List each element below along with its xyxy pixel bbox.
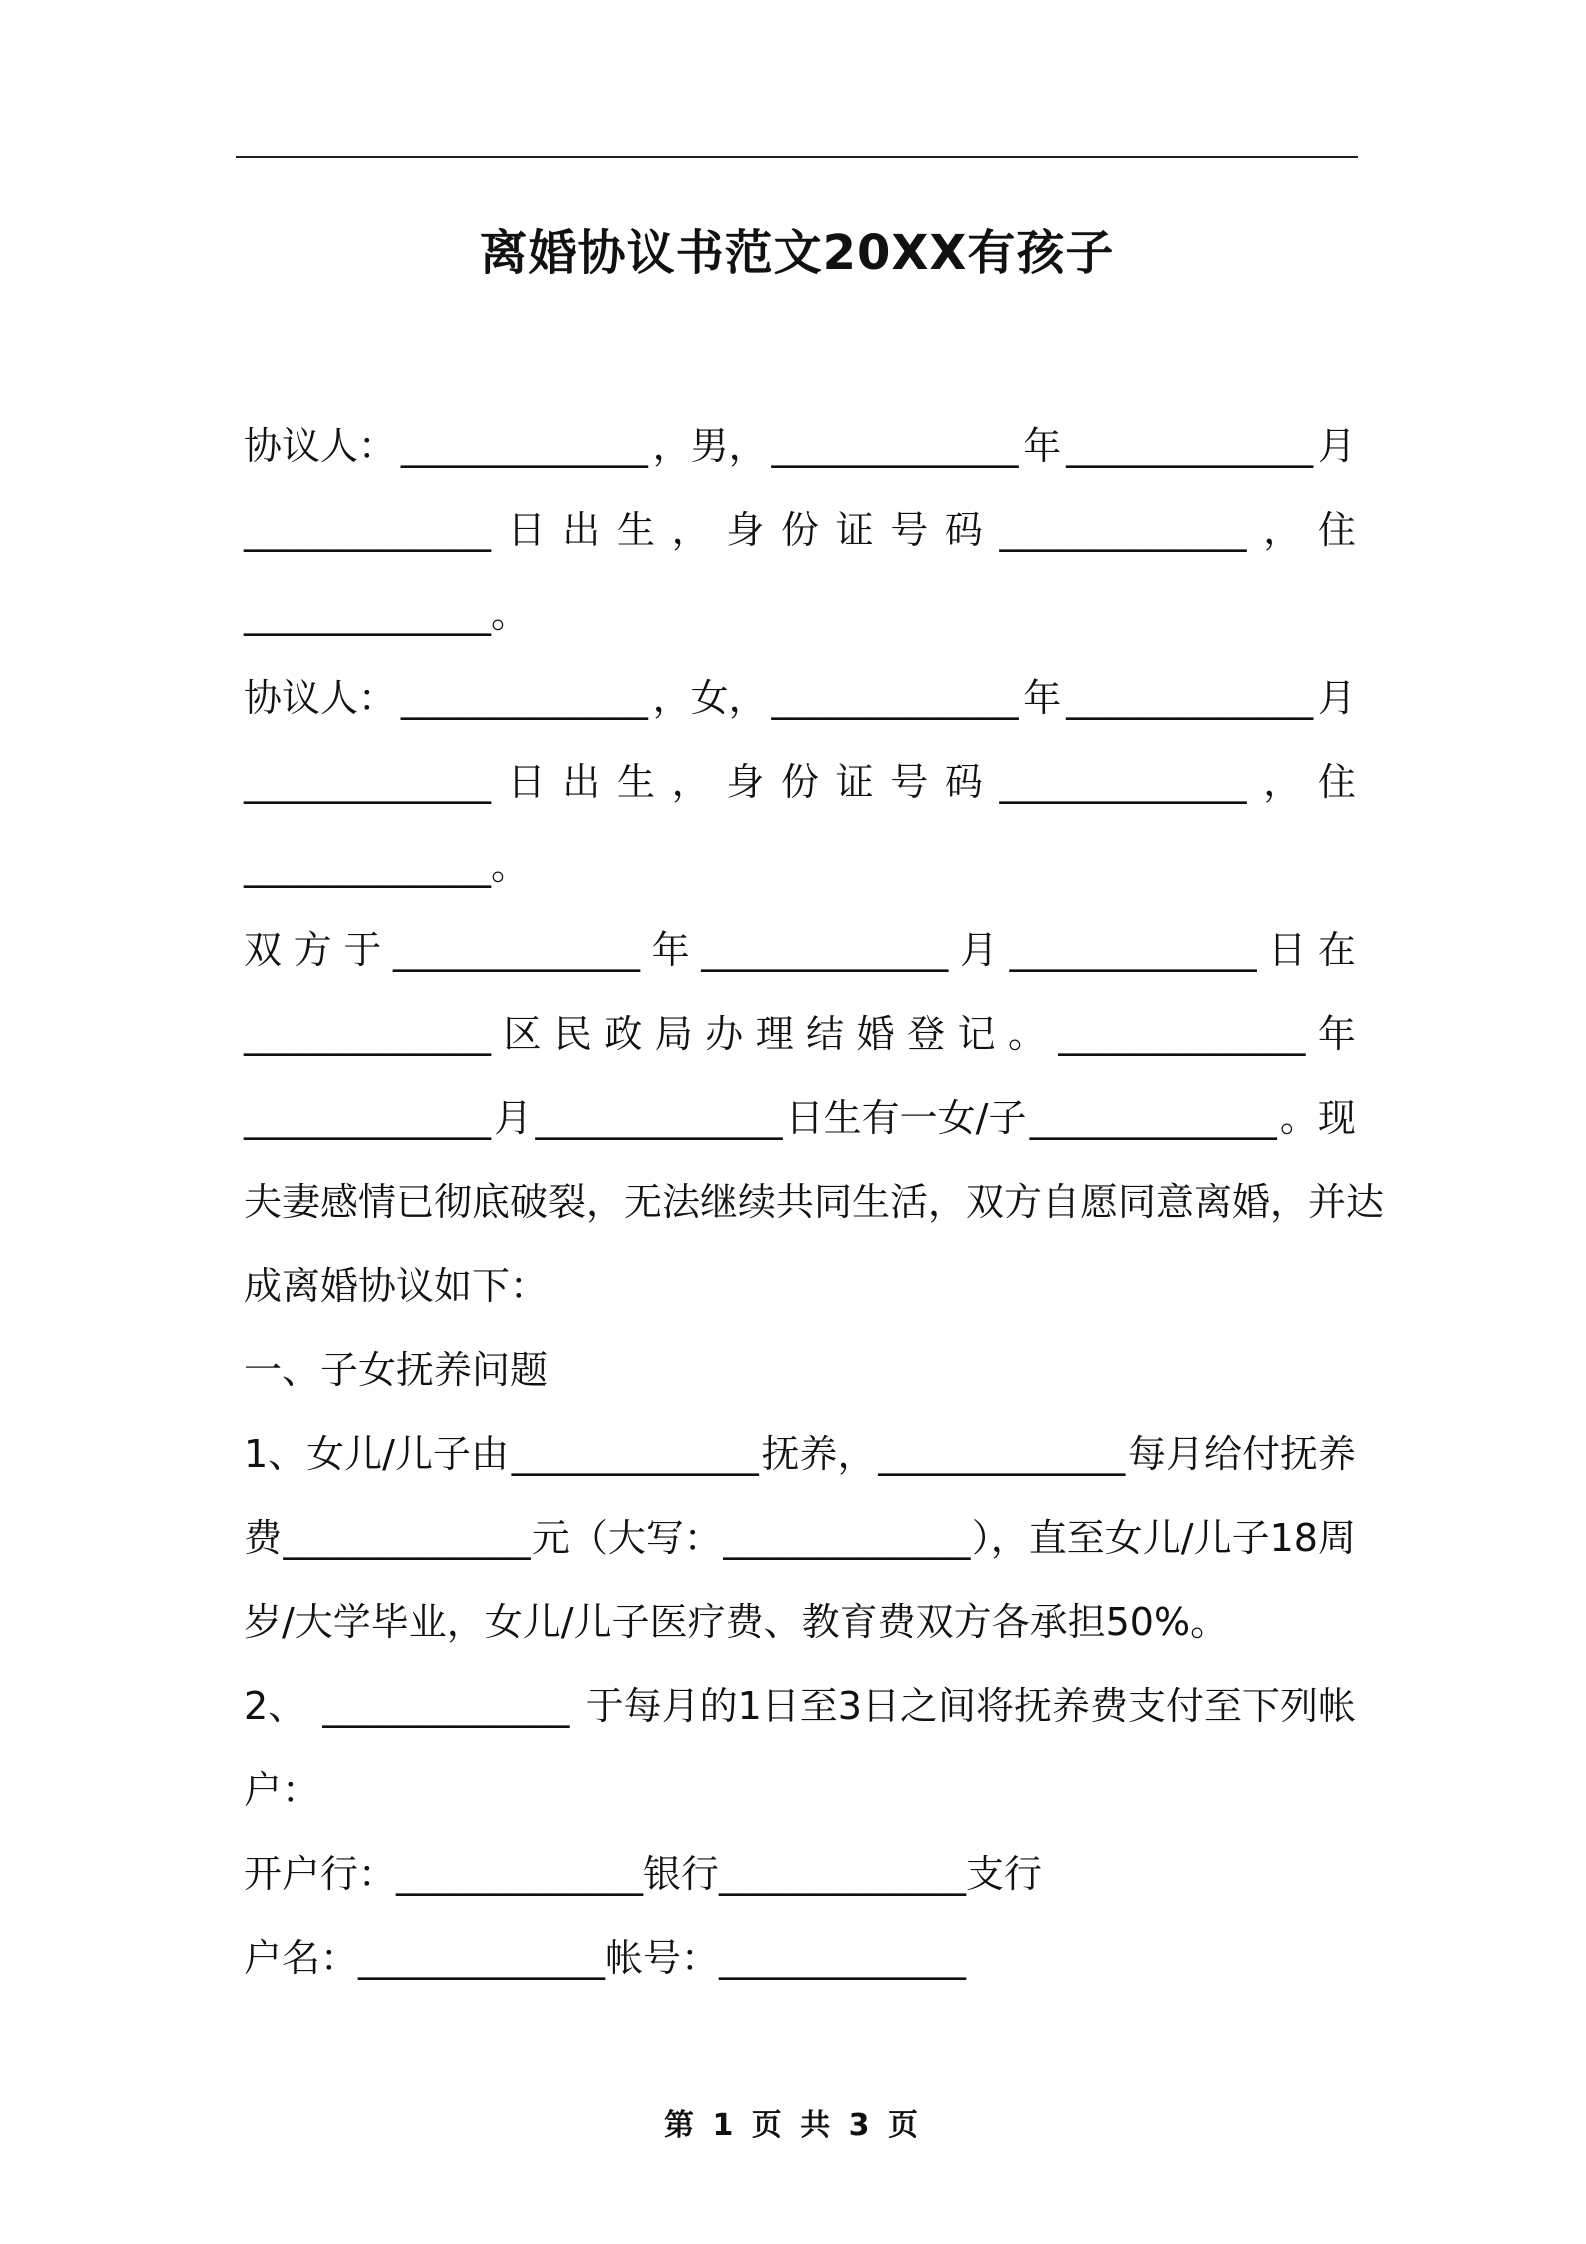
text-segment: 份: [780, 508, 819, 552]
text-segment: 日: [507, 508, 546, 552]
paragraph-line: [244, 488, 1356, 572]
blank-field: _____________: [999, 508, 1247, 552]
text-segment: 。: [491, 844, 530, 888]
text-segment: 月: [1317, 676, 1356, 720]
text-segment: 结: [806, 1012, 845, 1056]
blank-field: _____________: [244, 844, 491, 888]
text-segment: 身: [726, 508, 765, 552]
text-segment: 岁/大学毕业，女儿/儿子医疗费、教育费双方各承担50%。: [244, 1600, 1229, 1644]
text-segment: 住: [1317, 508, 1356, 552]
text-segment: 在: [1317, 928, 1356, 972]
text-segment: 方: [293, 928, 332, 972]
blank-field: _____________: [358, 1936, 606, 1980]
blank-field: _____________: [400, 676, 648, 720]
text-segment: 码: [944, 508, 983, 552]
paragraph-line: [244, 1328, 1356, 1412]
text-segment: 码: [944, 760, 983, 804]
text-segment: 证: [835, 508, 874, 552]
text-segment: 年: [1023, 676, 1062, 720]
blank-field: _____________: [244, 1096, 491, 1140]
blank-field: _____________: [1066, 676, 1314, 720]
text-segment: 户：: [244, 1768, 321, 1812]
text-segment: 年: [1023, 424, 1062, 468]
text-segment: 开户行：: [244, 1852, 397, 1896]
paragraph-line: [244, 1076, 1356, 1160]
paragraph-line: [244, 824, 1356, 908]
blank-field: _____________: [400, 424, 648, 468]
text-segment: 2、: [244, 1684, 307, 1728]
blank-field: _____________: [1029, 1096, 1277, 1140]
blank-field: _____________: [396, 1852, 644, 1896]
blank-field: _____________: [535, 1096, 783, 1140]
text-segment: 局: [654, 1012, 693, 1056]
blank-field: _____________: [244, 508, 491, 552]
blank-field: _____________: [244, 760, 491, 804]
blank-field: _____________: [878, 1432, 1126, 1476]
paragraph-line: [244, 572, 1356, 656]
text-segment: 日生有一女/子: [785, 1096, 1027, 1140]
blank-field: _____________: [322, 1684, 570, 1728]
blank-field: _____________: [1009, 928, 1257, 972]
text-segment: 区: [503, 1012, 542, 1056]
text-segment: 证: [835, 760, 874, 804]
blank-field: _____________: [771, 676, 1019, 720]
paragraph-line: [244, 992, 1356, 1076]
text-segment: 生: [616, 760, 655, 804]
header-rule: [236, 156, 1358, 158]
text-segment: 协议人：: [244, 676, 397, 720]
text-segment: 双: [244, 928, 283, 972]
blank-field: _____________: [719, 1936, 967, 1980]
text-segment: 。: [491, 592, 530, 636]
text-segment: 日: [1268, 928, 1307, 972]
text-segment: 月: [959, 928, 998, 972]
text-segment: 每月给付抚养: [1127, 1432, 1356, 1476]
text-segment: 帐号：: [605, 1936, 720, 1980]
text-segment: 出: [562, 508, 601, 552]
text-segment: 出: [562, 760, 601, 804]
paragraph-line: [244, 740, 1356, 824]
text-segment: 月: [494, 1096, 533, 1140]
page-footer: 第 1 页 共 3 页: [664, 2108, 922, 2143]
text-segment: 号: [890, 508, 929, 552]
blank-field: _____________: [283, 1516, 531, 1560]
text-segment: 日: [507, 760, 546, 804]
text-segment: 婚: [856, 1012, 895, 1056]
text-segment: 于每月的1日至3日之间将抚养费支付至下列帐: [585, 1684, 1356, 1728]
text-segment: 份: [780, 760, 819, 804]
blank-field: _____________: [392, 928, 640, 972]
paragraph-line: [244, 1580, 1356, 1664]
paragraph-line: [244, 1160, 1385, 1244]
text-segment: 年: [651, 928, 690, 972]
text-segment: ，: [671, 760, 710, 804]
text-segment: 支行: [966, 1852, 1043, 1896]
text-segment: 民: [553, 1012, 592, 1056]
text-segment: ），直至女儿/儿子18周: [971, 1516, 1356, 1560]
text-segment: 一、子女抚养问题: [244, 1348, 549, 1392]
text-segment: ，: [1263, 760, 1302, 804]
text-segment: 记: [957, 1012, 996, 1056]
text-segment: 生: [616, 508, 655, 552]
text-segment: ，女，: [652, 676, 767, 720]
text-segment: 协议人：: [244, 424, 397, 468]
text-segment: 月: [1317, 424, 1356, 468]
blank-field: _____________: [723, 1516, 971, 1560]
text-segment: 银行: [643, 1852, 720, 1896]
text-segment: 户名：: [244, 1936, 359, 1980]
document-title: 离婚协议书范文20XX有孩子: [479, 225, 1115, 281]
paragraph-line: [244, 1244, 1356, 1328]
text-segment: 理: [755, 1012, 794, 1056]
blank-field: _____________: [771, 424, 1019, 468]
text-segment: 。: [1007, 1012, 1046, 1056]
blank-field: _____________: [999, 760, 1247, 804]
blank-field: _____________: [244, 1012, 491, 1056]
blank-field: _____________: [1058, 1012, 1306, 1056]
text-segment: 元（大写：: [531, 1516, 722, 1560]
paragraph-line: [244, 1748, 1356, 1832]
text-segment: 1、女儿/儿子由: [244, 1432, 509, 1476]
text-segment: 登: [907, 1012, 946, 1056]
text-segment: ，男，: [652, 424, 767, 468]
text-segment: 。现: [1279, 1096, 1356, 1140]
text-segment: 住: [1317, 760, 1356, 804]
paragraph-line: [244, 404, 1356, 488]
text-segment: 于: [343, 928, 382, 972]
text-segment: ，: [671, 508, 710, 552]
text-segment: 身: [726, 760, 765, 804]
paragraph-line: [244, 1412, 1356, 1496]
blank-field: _____________: [244, 592, 491, 636]
blank-field: _____________: [1066, 424, 1314, 468]
text-segment: 抚养，: [761, 1432, 876, 1476]
blank-field: _____________: [701, 928, 949, 972]
blank-field: _____________: [719, 1852, 967, 1896]
text-segment: 费: [244, 1516, 283, 1560]
text-segment: 政: [604, 1012, 643, 1056]
text-segment: 成离婚协议如下：: [244, 1264, 549, 1308]
document-body: [244, 404, 1385, 2000]
paragraph-line: [244, 908, 1356, 992]
paragraph-line: [244, 1916, 1356, 2000]
text-segment: 办: [705, 1012, 744, 1056]
text-segment: 夫妻感情已彻底破裂，无法继续共同生活，双方自愿同意离婚，并达: [244, 1180, 1385, 1224]
blank-field: _____________: [511, 1432, 759, 1476]
paragraph-line: [244, 656, 1356, 740]
paragraph-line: [244, 1496, 1356, 1580]
paragraph-line: [244, 1832, 1356, 1916]
text-segment: ，: [1263, 508, 1302, 552]
paragraph-line: [244, 1664, 1356, 1748]
text-segment: 年: [1317, 1012, 1356, 1056]
text-segment: 号: [890, 760, 929, 804]
